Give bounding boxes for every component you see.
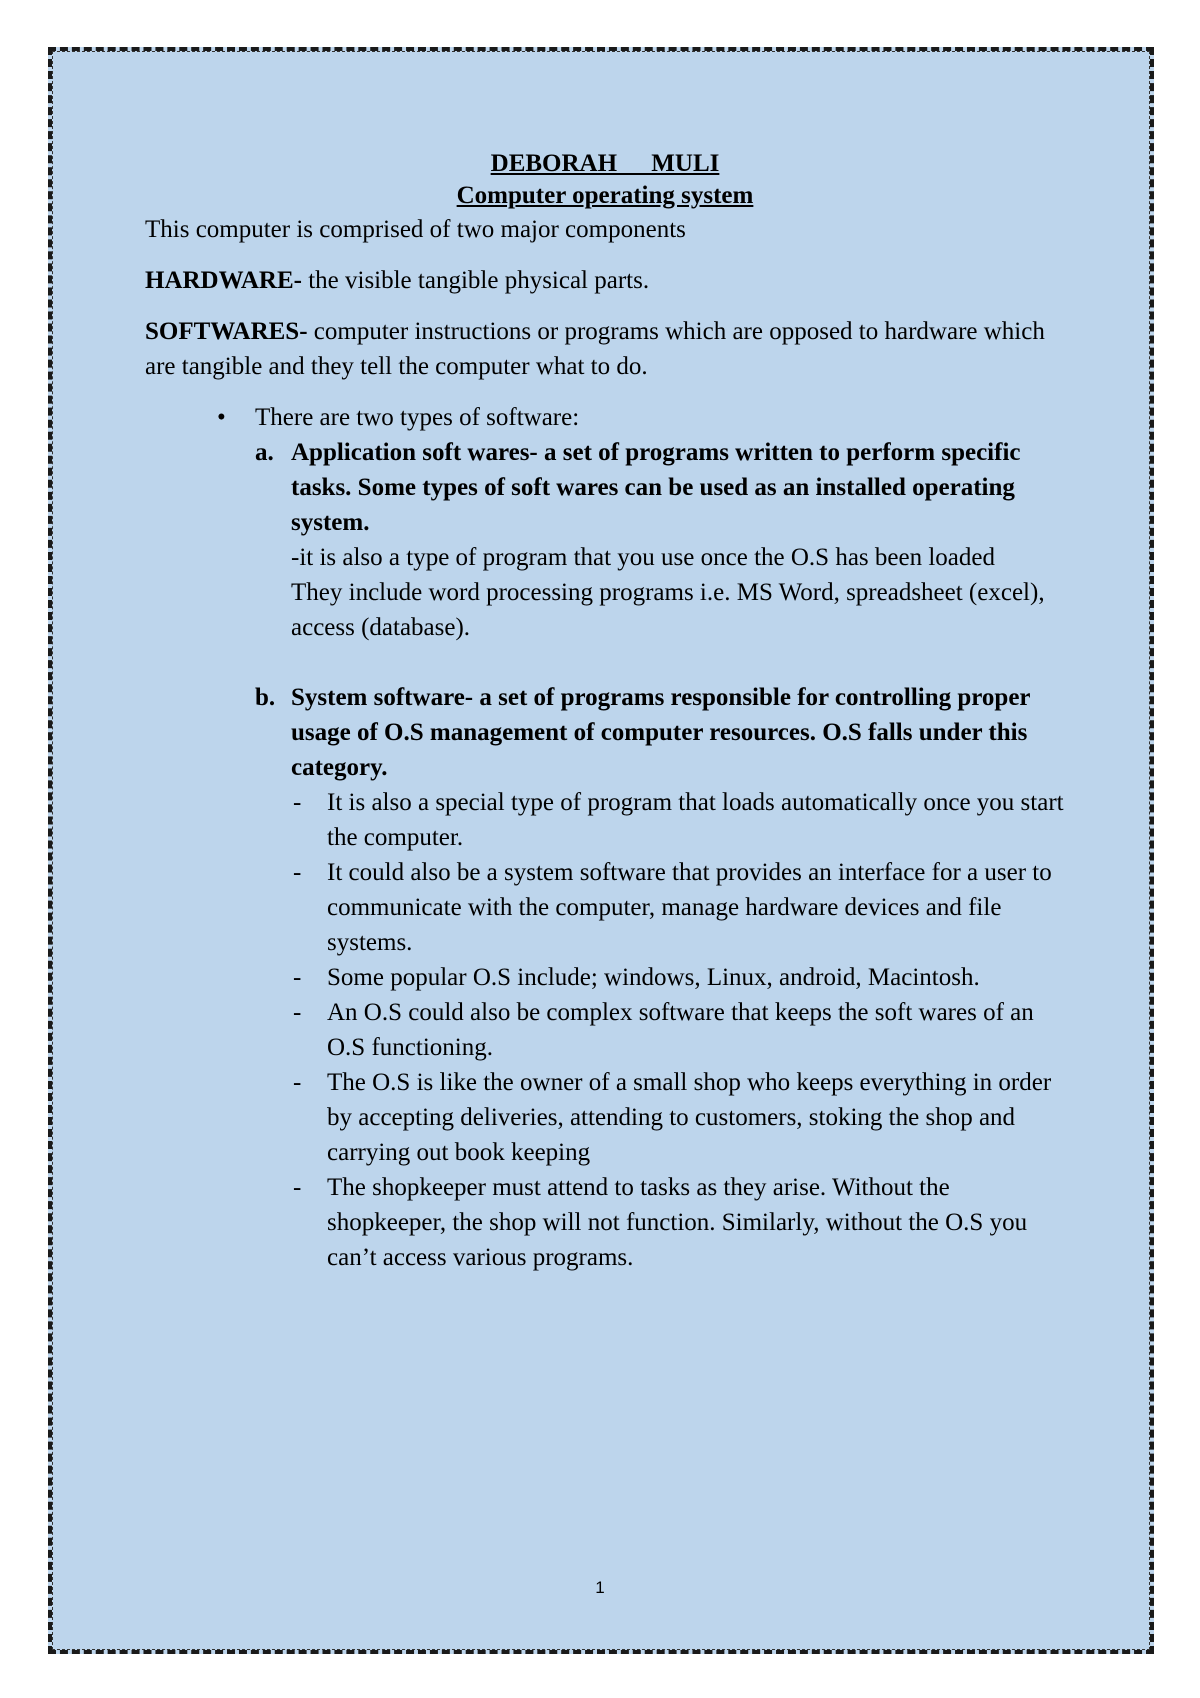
list-item [145, 1065, 1075, 1170]
document-title: Computer operating system [456, 182, 754, 209]
dash-marker: - [293, 1174, 302, 1201]
spacer [145, 645, 1075, 680]
system-heading: System software- a set of programs responsible for controlling proper usage of O.S management of computer resources. O.S falls under this category. [291, 684, 1031, 781]
system-point-text: The shopkeeper must attend to tasks as they arise. Without the shopkeeper, the shop will not function. Similarly, without the O.S you can’t access various programs. [327, 1174, 1028, 1271]
dash-marker: - [293, 859, 302, 886]
system-software-item [145, 680, 1075, 785]
system-point-text: Some popular O.S include; windows, Linux, android, Macintosh. [327, 964, 980, 991]
system-point-text: The O.S is like the owner of a small shop who keeps everything in order by accepting deliveries, attending to customers, stoking the shop and carrying out book keeping [327, 1069, 1052, 1166]
list-item [145, 960, 1075, 995]
system-point-text: An O.S could also be complex software that keeps the soft wares of an O.S functioning. [327, 999, 1034, 1061]
application-line-1: -it is also a type of program that you use once the O.S has been loaded [291, 544, 995, 571]
application-software-item [145, 435, 1075, 645]
item-marker-b: b. [255, 684, 276, 711]
application-heading: Application soft wares- a set of programs written to perform specific tasks. Some types of soft wares can be used as an installed operating system. [291, 439, 1021, 536]
page-number: 1 [595, 1578, 605, 1597]
application-line-2: They include word processing programs i.e. MS Word, spreadsheet (excel), access (database). [291, 579, 1045, 641]
dash-marker: - [293, 1069, 302, 1096]
dash-marker: - [293, 789, 302, 816]
hardware-term: HARDWARE- [145, 267, 302, 294]
system-point-text: It could also be a system software that provides an interface for a user to communicate with the computer, manage hardware devices and file systems. [327, 859, 1052, 956]
author-name: DEBORAH MULI [490, 150, 720, 177]
dash-marker: - [293, 999, 302, 1026]
hardware-paragraph [145, 263, 1075, 298]
hardware-text: the visible tangible physical parts. [301, 267, 650, 294]
list-item [145, 995, 1075, 1065]
bullet-text: There are two types of software: [255, 404, 580, 431]
software-term: SOFTWARES- [145, 318, 308, 345]
bullet-icon: • [217, 404, 226, 431]
software-types-bullet [145, 400, 1075, 435]
system-point-text: It is also a special type of program that loads automatically once you start the computer. [327, 789, 1064, 851]
list-item [145, 1170, 1075, 1275]
list-item [145, 855, 1075, 960]
list-item [145, 785, 1075, 855]
document-body [145, 148, 1075, 1275]
intro-paragraph: This computer is comprised of two major components [145, 216, 686, 243]
software-paragraph [145, 314, 1075, 384]
item-marker-a: a. [255, 439, 274, 466]
software-text: computer instructions or programs which are opposed to hardware which are tangible and they tell the computer what to do. [145, 318, 1045, 380]
dash-marker: - [293, 964, 302, 991]
